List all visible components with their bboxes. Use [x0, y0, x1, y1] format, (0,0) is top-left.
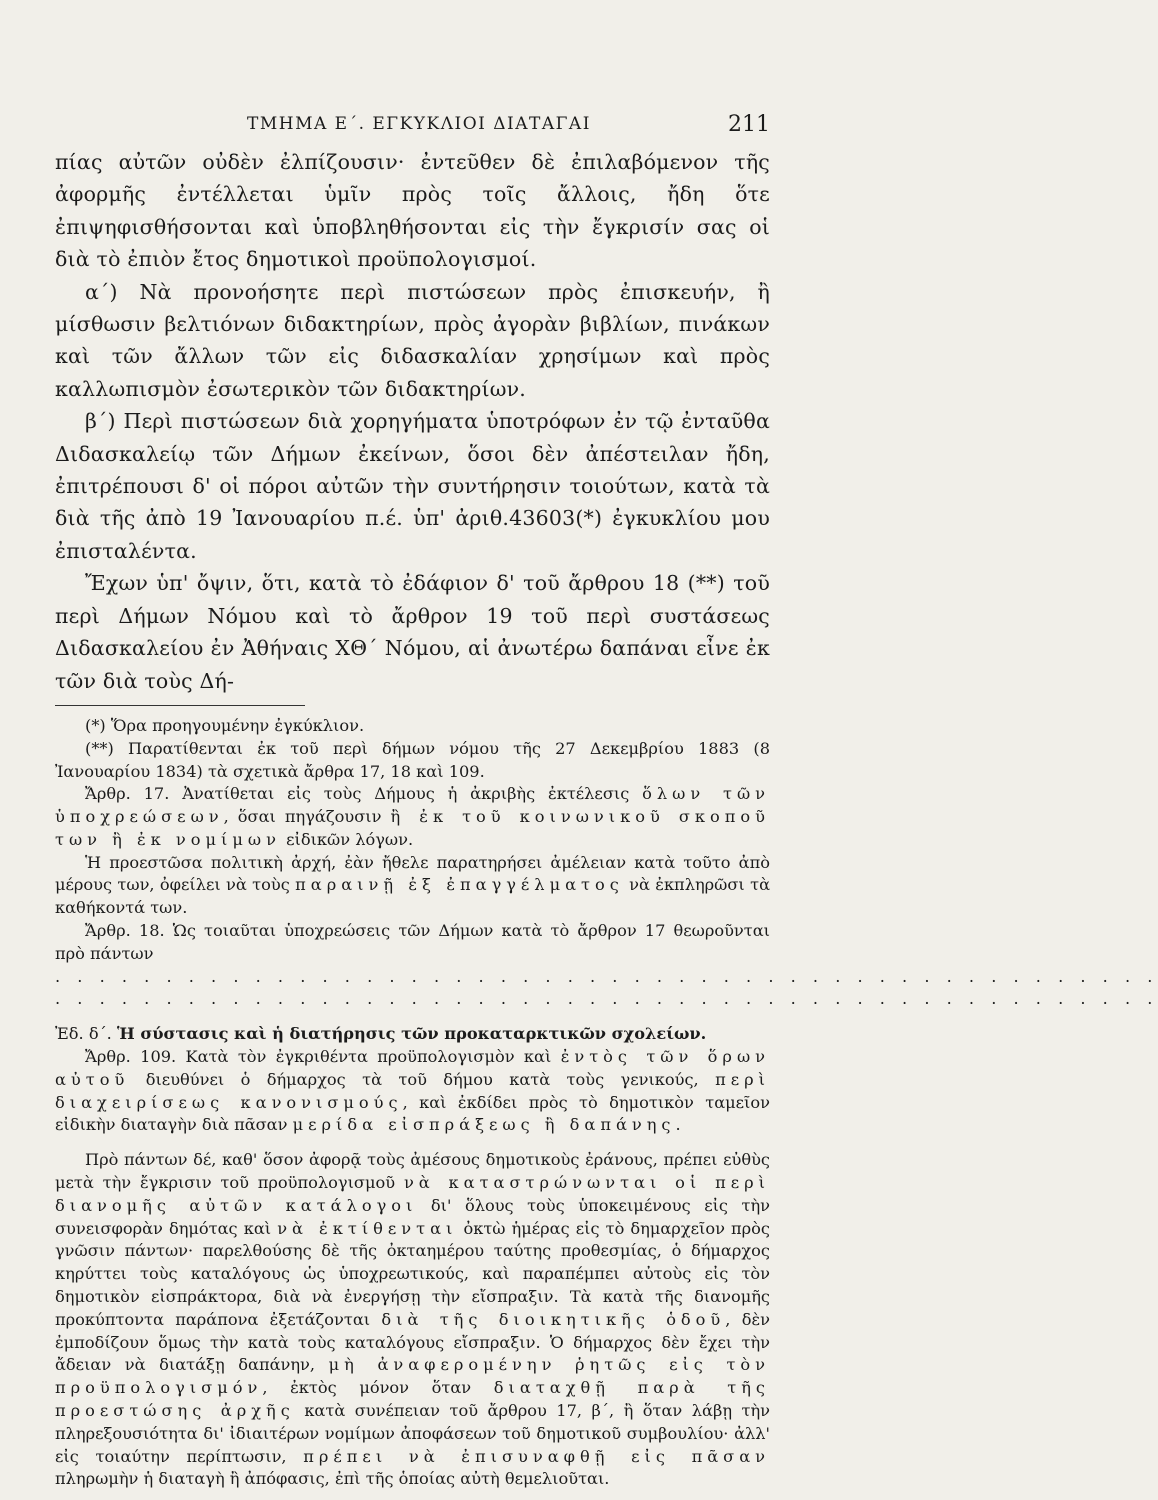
text: , καὶ ἐκδίδει πρὸς τὸ δημοτικὸν ταμεῖον εἰδικὴν διαταγὴν διὰ πᾶσαν	[55, 1092, 770, 1135]
footnote-2: (**) Παρατίθενται ἐκ τοῦ περὶ δήμων νόμου τῆς 27 Δεκεμβρίου 1883 (8 Ἰανουαρίου 1834) τὰ σχετικὰ ἄρθρα 17, 18 καὶ 109.	[55, 738, 770, 781]
footnote-1: (*) Ὅρα προηγουμένην ἐγκύκλιον.	[85, 715, 365, 735]
article-18: Ἄρθρ. 18. Ὡς τοιαῦται ὑποχρεώσεις τῶν Δήμων κατὰ τὸ ἄρθρον 17 θεωροῦνται πρὸ πάντων	[55, 921, 770, 963]
text: νὰ ἐκπληρῶσι τὰ καθήκοντά των.	[55, 875, 770, 918]
spaced-text: ἐντὸς τῶν ὅρων αὐτοῦ	[55, 1047, 770, 1089]
page-number: 211	[728, 112, 770, 137]
spaced-text: νὰ καταστρώνωνται οἱ περὶ διανομῆς αὐτῶν κατάλογοι	[55, 1173, 770, 1215]
text: κατὰ συνέπειαν τοῦ ἄρθρου 17, β΄, ἢ ὅταν λάβῃ τὴν πληρεξουσιότητα δι' ἰδιαιτέρων νομίμων ἀποφάσεων τοῦ δημοτικοῦ συμβουλίου· ἀλλ' εἰς τοιαύτην περίπτωσιν,	[55, 1401, 770, 1466]
spaced-text: πρέπει νὰ ἐπισυναφθῇ εἰς πᾶσαν	[303, 1446, 770, 1466]
text: Ἄρθρ. 109. Κατὰ τὸν ἐγκριθέντα προϋπολογισμὸν καὶ	[85, 1047, 552, 1067]
spaced-text: νὰ ἐκτίθενται	[277, 1218, 458, 1238]
spaced-text: διὰ τῆς διοικητικῆς ὁδοῦ	[381, 1309, 726, 1329]
article-109	[55, 1046, 770, 1137]
footnotes	[55, 715, 1158, 1491]
paragraph: πίας αὐτῶν οὐδὲν ἐλπίζουσιν· ἐντεῦθεν δὲ ἐπιλαβόμενον τῆς ἀφορμῆς ἐντέλλεται ὑμῖν πρὸς τοῖς ἄλλοις, ἤδη ὅτε ἐπιψηφισθήσονται καὶ ὑποβληθήσονται εἰς τὴν ἔγκρισίν σας οἱ διὰ τὸ ἐπιὸν ἔτος δημοτικοὶ προϋπολογισμοί.	[55, 150, 770, 272]
paragraph-item-a: α΄) Νὰ προνοήσητε περὶ πιστώσεων πρὸς ἐπισκευήν, ἢ μίσθωσιν βελτιόνων διδακτηρίων, πρὸς ἀγορὰν βιβλίων, πινάκων καὶ τῶν ἄλλων τῶν εἰς διδασκαλίαν χρησίμων καὶ πρὸς καλλωπισμὸν ἐσωτερικὸν τῶν διδακτηρίων.	[55, 279, 770, 401]
text: δι' ὅλους τοὺς ὑποκειμένους εἰς τὴν συνεισφορὰν δημότας καὶ	[55, 1195, 770, 1238]
section-label: Ἐδ. δ΄.	[55, 1024, 112, 1044]
spaced-text: ὅλων τῶν ὑποχρεώσεων	[55, 784, 771, 827]
running-header	[55, 112, 770, 146]
paragraph-commentary	[55, 1149, 770, 1491]
footnote-divider	[55, 705, 305, 706]
text: ὀκτὼ ἡμέρας εἰς τὸ δημαρχεῖον πρὸς γνῶσιν πάντων· παρελθούσης δὲ τῆς ὀκταημέρου ταύτης προθεσμίας, ὁ δήμαρχος κηρύττει τοὺς καταλόγους ὡς ὑποχρεωτικούς, καὶ παραπέμπει αὐτοὺς εἰς τὸν δημοτικὸν εἰσπράκτορα, διὰ νὰ ἐνεργήσῃ τὴν εἴσπραξιν. Τὰ κατὰ τῆς διανομῆς προκύπτοντα παράπονα ἐξετάζονται	[55, 1218, 770, 1329]
section-title: ΤΜΗΜΑ Ε΄. ΕΓΚΥΚΛΙΟΙ ΔΙΑΤΑΓΑΙ	[247, 114, 591, 134]
text: , δὲν ἐμποδίζουν ὅμως τὴν κατὰ τοὺς καταλόγους εἴσπραξιν. Ὁ δήμαρχος δὲν ἔχει τὴν ἄδειαν νὰ διατάξῃ δαπάνην,	[55, 1309, 770, 1375]
book-page	[55, 112, 1158, 1491]
spaced-text: διαταχθῇ παρὰ τῆς προεστώσης ἀρχῆς	[55, 1378, 770, 1421]
text: εἰδικῶν λόγων.	[280, 829, 414, 849]
spaced-text: παραινῇ ἐξ ἐπαγγέλματος	[295, 875, 624, 895]
text: διευθύνει ὁ δήμαρχος τὰ τοῦ δήμου κατὰ τοὺς γενικούς,	[129, 1069, 699, 1089]
spaced-text: μερίδα εἰσπράξεως ἢ δαπάνης	[292, 1115, 676, 1135]
spaced-text: μὴ ἀναφερομένην ῥητῶς εἰς τὸν προϋπολογισμόν	[55, 1355, 771, 1398]
main-text	[55, 146, 770, 697]
text: , ἐκτὸς μόνον ὅταν	[262, 1378, 472, 1398]
section-heading	[55, 1023, 770, 1046]
spaced-text: περὶ διαχειρίσεως κανονισμούς	[55, 1069, 770, 1112]
text: Ἡ προεστῶσα πολιτικὴ ἀρχή, ἐὰν ἤθελε παρατηρήσει ἀμέλειαν κατὰ τοῦτο ἀπὸ μέρους των, ὀφείλει νὰ τοὺς	[55, 852, 770, 895]
text: Ἄρθρ. 17. Ἀνατίθεται εἰς τοὺς Δήμους ἡ ἀκριβὴς ἐκτέλεσις	[85, 784, 630, 804]
spaced-text: ἢ ἐκ τοῦ κοινωνικοῦ σκοποῦ των ἢ ἐκ νομίμων	[55, 807, 770, 849]
article-17	[55, 783, 770, 851]
article-17-cont	[55, 852, 770, 920]
text: .	[675, 1115, 681, 1135]
ellipsis-line: . . . . . . . . . . . . . . . . . . . . . . . . . . . . . . . . . . . . . . . . . . . . . . . . . .	[55, 966, 1158, 986]
section-heading-title: Ἡ σύστασις καὶ ἡ διατήρησις τῶν προκαταρκτικῶν σχολείων.	[117, 1024, 707, 1044]
paragraph-item-b: β΄) Περὶ πιστώσεων διὰ χορηγήματα ὑποτρόφων ἐν τῷ ἐνταῦθα Διδασκαλείῳ τῶν Δήμων ἐκείνων, ὅσοι δὲν ἀπέστειλαν ἤδη, ἐπιτρέπουσι δ' οἱ πόροι αὐτῶν τὴν συντήρησιν τοιούτων, κατὰ τὰ διὰ τῆς ἀπὸ 19 Ἰανουαρίου π.έ. ὑπ' ἀριθ.43603(*) ἐγκυκλίου μου ἐπισταλέντα.	[55, 409, 770, 563]
text: Πρὸ πάντων δέ, καθ' ὅσον ἀφορᾷ τοὺς ἀμέσους δημοτικοὺς ἐράνους, πρέπει εὐθὺς μετὰ τὴν ἔγκρισιν τοῦ προϋπολογισμοῦ	[55, 1150, 770, 1193]
paragraph: Ἔχων ὑπ' ὄψιν, ὅτι, κατὰ τὸ ἐδάφιον δ' τοῦ ἄρθρου 18 (**) τοῦ περὶ Δήμων Νόμου καὶ τὸ ἄρθρον 19 τοῦ περὶ συστάσεως Διδασκαλείου ἐν Ἀθήναις ΧΘ΄ Νόμου, αἱ ἀνωτέρω δαπάναι εἶνε ἐκ τῶν διὰ τοὺς Δή-	[55, 571, 770, 693]
text: , ὅσαι πηγάζουσιν	[223, 807, 382, 827]
ellipsis-line: . . . . . . . . . . . . . . . . . . . . . . . . . . . . . . . . . . . . . . . . . . . . . . . . . .	[55, 989, 1158, 1009]
text: πληρωμὴν ἡ διαταγὴ ἢ ἀπόφασις, ἐπὶ τῆς ὁποίας αὐτὴ θεμελιοῦται.	[55, 1469, 610, 1489]
